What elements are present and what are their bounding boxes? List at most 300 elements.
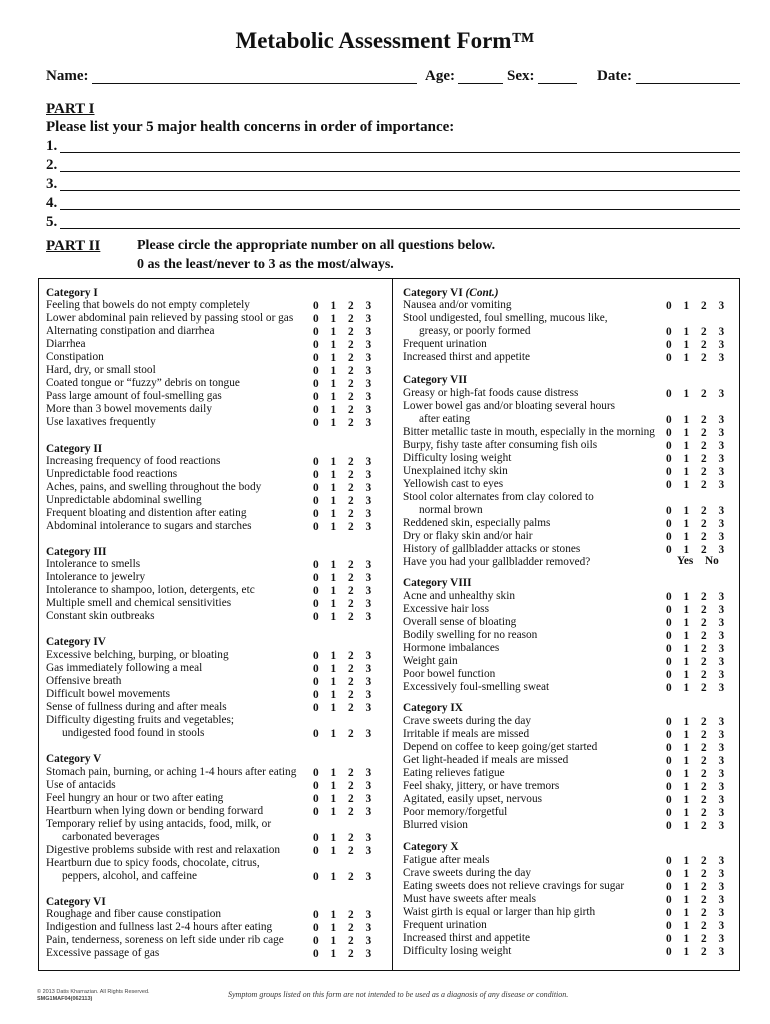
score-option-3[interactable]: 3: [365, 598, 372, 610]
score-selector[interactable]: [666, 300, 736, 313]
score-option-2[interactable]: 2: [348, 404, 354, 416]
score-option-2[interactable]: 2: [348, 728, 354, 740]
score-option-3[interactable]: 3: [718, 453, 725, 465]
score-option-3[interactable]: 3: [718, 466, 725, 478]
score-option-3[interactable]: 3: [718, 729, 725, 741]
score-option-3[interactable]: 3: [365, 378, 372, 390]
score-option-0[interactable]: 0: [313, 469, 319, 481]
score-option-0[interactable]: 0: [666, 479, 672, 491]
score-option-3[interactable]: 3: [365, 585, 372, 597]
score-selector[interactable]: [666, 768, 736, 781]
score-option-1[interactable]: 1: [683, 388, 690, 400]
score-selector[interactable]: [666, 855, 736, 868]
score-option-0[interactable]: 0: [666, 630, 672, 642]
score-option-1[interactable]: 1: [330, 780, 337, 792]
score-option-1[interactable]: 1: [683, 352, 690, 364]
score-option-3[interactable]: 3: [718, 946, 725, 958]
score-option-1[interactable]: 1: [683, 518, 690, 530]
score-selector[interactable]: [666, 807, 736, 820]
score-selector[interactable]: [666, 427, 736, 440]
date-field[interactable]: [636, 83, 740, 84]
score-option-3[interactable]: 3: [365, 482, 372, 494]
score-selector[interactable]: [313, 806, 383, 819]
score-option-2[interactable]: 2: [348, 767, 354, 779]
score-option-3[interactable]: 3: [365, 469, 372, 481]
score-selector[interactable]: [666, 414, 736, 427]
score-option-0[interactable]: 0: [313, 404, 319, 416]
score-option-3[interactable]: 3: [718, 544, 725, 556]
score-option-1[interactable]: 1: [683, 920, 690, 932]
score-selector[interactable]: [666, 881, 736, 894]
score-option-0[interactable]: 0: [666, 440, 672, 452]
score-option-0[interactable]: 0: [666, 604, 672, 616]
score-option-1[interactable]: 1: [330, 728, 337, 740]
score-selector[interactable]: [666, 326, 736, 339]
score-option-2[interactable]: 2: [701, 656, 707, 668]
score-option-1[interactable]: 1: [330, 871, 337, 883]
score-option-1[interactable]: 1: [683, 794, 690, 806]
score-option-2[interactable]: 2: [701, 591, 707, 603]
score-option-0[interactable]: 0: [313, 728, 319, 740]
score-selector[interactable]: [666, 505, 736, 518]
score-option-0[interactable]: 0: [666, 920, 672, 932]
score-option-0[interactable]: 0: [666, 894, 672, 906]
score-option-0[interactable]: 0: [666, 768, 672, 780]
score-option-3[interactable]: 3: [365, 508, 372, 520]
score-option-3[interactable]: 3: [365, 365, 372, 377]
score-option-1[interactable]: 1: [330, 806, 337, 818]
score-option-1[interactable]: 1: [330, 922, 337, 934]
score-selector[interactable]: [313, 495, 383, 508]
score-option-3[interactable]: 3: [365, 663, 372, 675]
score-option-2[interactable]: 2: [701, 326, 707, 338]
score-option-2[interactable]: 2: [348, 689, 354, 701]
score-option-0[interactable]: 0: [313, 326, 319, 338]
score-selector[interactable]: [666, 933, 736, 946]
score-option-0[interactable]: 0: [666, 466, 672, 478]
score-option-0[interactable]: 0: [666, 881, 672, 893]
score-option-3[interactable]: 3: [718, 716, 725, 728]
score-selector[interactable]: [666, 591, 736, 604]
score-option-2[interactable]: 2: [348, 663, 354, 675]
score-option-0[interactable]: 0: [313, 689, 319, 701]
score-selector[interactable]: [313, 300, 383, 313]
score-option-1[interactable]: 1: [330, 352, 337, 364]
score-option-1[interactable]: 1: [330, 676, 337, 688]
score-option-1[interactable]: 1: [683, 326, 690, 338]
score-option-3[interactable]: 3: [718, 604, 725, 616]
score-option-2[interactable]: 2: [348, 572, 354, 584]
score-option-1[interactable]: 1: [683, 604, 690, 616]
score-option-2[interactable]: 2: [701, 300, 707, 312]
score-option-1[interactable]: 1: [330, 909, 337, 921]
score-option-3[interactable]: 3: [365, 767, 372, 779]
score-selector[interactable]: [666, 604, 736, 617]
score-option-3[interactable]: 3: [718, 531, 725, 543]
age-field[interactable]: [458, 83, 503, 84]
score-option-0[interactable]: 0: [313, 300, 319, 312]
score-selector[interactable]: [313, 728, 383, 741]
score-option-1[interactable]: 1: [330, 585, 337, 597]
score-option-0[interactable]: 0: [666, 755, 672, 767]
score-option-1[interactable]: 1: [683, 643, 690, 655]
score-selector[interactable]: [666, 440, 736, 453]
score-option-1[interactable]: 1: [683, 617, 690, 629]
score-option-1[interactable]: 1: [330, 508, 337, 520]
score-option-2[interactable]: 2: [701, 440, 707, 452]
score-option-3[interactable]: 3: [718, 326, 725, 338]
concern-line-3[interactable]: [60, 190, 740, 191]
score-option-3[interactable]: 3: [365, 806, 372, 818]
score-option-0[interactable]: 0: [313, 313, 319, 325]
score-option-0[interactable]: 0: [666, 907, 672, 919]
score-option-0[interactable]: 0: [666, 414, 672, 426]
score-selector[interactable]: [313, 365, 383, 378]
score-selector[interactable]: [666, 894, 736, 907]
score-selector[interactable]: [313, 909, 383, 922]
score-option-2[interactable]: 2: [348, 508, 354, 520]
no-option[interactable]: No: [705, 555, 719, 567]
score-selector[interactable]: [313, 313, 383, 326]
score-selector[interactable]: [313, 832, 383, 845]
score-option-3[interactable]: 3: [718, 920, 725, 932]
score-selector[interactable]: [666, 466, 736, 479]
score-option-0[interactable]: 0: [313, 650, 319, 662]
score-option-3[interactable]: 3: [718, 505, 725, 517]
score-selector[interactable]: [313, 922, 383, 935]
score-option-0[interactable]: 0: [666, 781, 672, 793]
score-option-2[interactable]: 2: [701, 339, 707, 351]
score-option-2[interactable]: 2: [348, 456, 354, 468]
score-option-0[interactable]: 0: [666, 682, 672, 694]
sex-field[interactable]: [538, 83, 577, 84]
score-option-1[interactable]: 1: [330, 495, 337, 507]
score-option-2[interactable]: 2: [348, 780, 354, 792]
score-option-0[interactable]: 0: [666, 855, 672, 867]
score-option-0[interactable]: 0: [313, 482, 319, 494]
score-option-2[interactable]: 2: [348, 495, 354, 507]
score-option-3[interactable]: 3: [718, 755, 725, 767]
score-option-3[interactable]: 3: [365, 521, 372, 533]
score-option-3[interactable]: 3: [365, 572, 372, 584]
name-field[interactable]: [92, 83, 417, 84]
score-option-3[interactable]: 3: [718, 881, 725, 893]
score-option-2[interactable]: 2: [701, 388, 707, 400]
score-option-3[interactable]: 3: [365, 456, 372, 468]
score-option-0[interactable]: 0: [313, 871, 319, 883]
score-option-3[interactable]: 3: [718, 352, 725, 364]
score-option-0[interactable]: 0: [313, 922, 319, 934]
score-option-1[interactable]: 1: [683, 933, 690, 945]
score-option-1[interactable]: 1: [330, 702, 337, 714]
score-option-3[interactable]: 3: [365, 922, 372, 934]
score-option-0[interactable]: 0: [313, 663, 319, 675]
score-option-1[interactable]: 1: [683, 669, 690, 681]
score-option-3[interactable]: 3: [365, 404, 372, 416]
score-selector[interactable]: [666, 742, 736, 755]
score-option-0[interactable]: 0: [313, 391, 319, 403]
score-selector[interactable]: [666, 453, 736, 466]
score-selector[interactable]: [313, 326, 383, 339]
score-option-0[interactable]: 0: [666, 339, 672, 351]
score-option-3[interactable]: 3: [718, 820, 725, 832]
score-selector[interactable]: [313, 845, 383, 858]
score-option-2[interactable]: 2: [348, 482, 354, 494]
score-option-2[interactable]: 2: [701, 479, 707, 491]
score-option-0[interactable]: 0: [666, 656, 672, 668]
score-option-1[interactable]: 1: [330, 845, 337, 857]
score-selector[interactable]: [666, 781, 736, 794]
score-selector[interactable]: [666, 669, 736, 682]
score-selector[interactable]: [313, 702, 383, 715]
score-selector[interactable]: [313, 780, 383, 793]
score-option-1[interactable]: 1: [683, 505, 690, 517]
score-option-0[interactable]: 0: [666, 643, 672, 655]
score-selector[interactable]: [313, 793, 383, 806]
score-option-3[interactable]: 3: [365, 702, 372, 714]
score-selector[interactable]: [666, 716, 736, 729]
score-option-1[interactable]: 1: [683, 946, 690, 958]
score-selector[interactable]: [666, 617, 736, 630]
score-option-0[interactable]: 0: [666, 326, 672, 338]
score-option-0[interactable]: 0: [666, 742, 672, 754]
score-option-2[interactable]: 2: [701, 669, 707, 681]
score-option-3[interactable]: 3: [365, 391, 372, 403]
score-option-2[interactable]: 2: [348, 417, 354, 429]
score-option-3[interactable]: 3: [365, 326, 372, 338]
score-option-0[interactable]: 0: [666, 794, 672, 806]
score-option-3[interactable]: 3: [365, 871, 372, 883]
score-option-3[interactable]: 3: [365, 313, 372, 325]
score-option-1[interactable]: 1: [683, 742, 690, 754]
score-option-3[interactable]: 3: [365, 689, 372, 701]
score-option-3[interactable]: 3: [365, 611, 372, 623]
score-option-1[interactable]: 1: [683, 881, 690, 893]
score-option-2[interactable]: 2: [348, 391, 354, 403]
score-option-1[interactable]: 1: [330, 663, 337, 675]
score-option-3[interactable]: 3: [365, 948, 372, 960]
score-selector[interactable]: [313, 559, 383, 572]
score-option-0[interactable]: 0: [313, 378, 319, 390]
score-option-2[interactable]: 2: [701, 427, 707, 439]
score-option-2[interactable]: 2: [701, 466, 707, 478]
score-option-2[interactable]: 2: [348, 935, 354, 947]
score-option-2[interactable]: 2: [701, 907, 707, 919]
score-option-2[interactable]: 2: [701, 933, 707, 945]
score-option-1[interactable]: 1: [683, 531, 690, 543]
score-option-1[interactable]: 1: [683, 768, 690, 780]
score-selector[interactable]: [313, 378, 383, 391]
score-selector[interactable]: [666, 868, 736, 881]
score-option-2[interactable]: 2: [701, 643, 707, 655]
score-option-0[interactable]: 0: [313, 352, 319, 364]
score-option-2[interactable]: 2: [348, 702, 354, 714]
score-option-2[interactable]: 2: [701, 807, 707, 819]
score-option-2[interactable]: 2: [701, 794, 707, 806]
score-option-1[interactable]: 1: [330, 689, 337, 701]
score-option-0[interactable]: 0: [313, 793, 319, 805]
score-option-2[interactable]: 2: [348, 585, 354, 597]
score-option-2[interactable]: 2: [348, 676, 354, 688]
score-option-0[interactable]: 0: [313, 909, 319, 921]
score-option-0[interactable]: 0: [313, 845, 319, 857]
score-option-2[interactable]: 2: [701, 768, 707, 780]
score-option-1[interactable]: 1: [330, 650, 337, 662]
score-selector[interactable]: [313, 352, 383, 365]
score-selector[interactable]: [313, 469, 383, 482]
score-selector[interactable]: [313, 572, 383, 585]
score-option-2[interactable]: 2: [701, 755, 707, 767]
score-option-1[interactable]: 1: [330, 793, 337, 805]
score-option-0[interactable]: 0: [666, 933, 672, 945]
score-option-1[interactable]: 1: [683, 453, 690, 465]
score-option-3[interactable]: 3: [718, 300, 725, 312]
score-option-1[interactable]: 1: [683, 682, 690, 694]
score-option-2[interactable]: 2: [348, 832, 354, 844]
score-option-3[interactable]: 3: [718, 768, 725, 780]
score-option-0[interactable]: 0: [666, 544, 672, 556]
score-option-2[interactable]: 2: [348, 559, 354, 571]
score-option-3[interactable]: 3: [365, 417, 372, 429]
score-option-0[interactable]: 0: [666, 868, 672, 880]
score-option-2[interactable]: 2: [701, 453, 707, 465]
score-selector[interactable]: [666, 656, 736, 669]
score-option-0[interactable]: 0: [666, 453, 672, 465]
score-option-2[interactable]: 2: [348, 598, 354, 610]
score-option-3[interactable]: 3: [365, 676, 372, 688]
score-option-1[interactable]: 1: [330, 326, 337, 338]
score-option-2[interactable]: 2: [348, 365, 354, 377]
score-option-0[interactable]: 0: [666, 352, 672, 364]
score-option-0[interactable]: 0: [666, 300, 672, 312]
score-option-2[interactable]: 2: [348, 922, 354, 934]
score-option-0[interactable]: 0: [666, 946, 672, 958]
score-option-2[interactable]: 2: [348, 948, 354, 960]
score-selector[interactable]: [313, 650, 383, 663]
score-option-3[interactable]: 3: [365, 559, 372, 571]
score-option-1[interactable]: 1: [683, 300, 690, 312]
score-option-3[interactable]: 3: [718, 414, 725, 426]
score-option-3[interactable]: 3: [718, 933, 725, 945]
score-selector[interactable]: [666, 729, 736, 742]
score-option-1[interactable]: 1: [330, 948, 337, 960]
score-option-2[interactable]: 2: [348, 793, 354, 805]
score-selector[interactable]: [313, 404, 383, 417]
score-option-3[interactable]: 3: [365, 845, 372, 857]
score-option-1[interactable]: 1: [683, 591, 690, 603]
score-selector[interactable]: [666, 479, 736, 492]
score-option-0[interactable]: 0: [313, 702, 319, 714]
score-option-0[interactable]: 0: [666, 427, 672, 439]
score-option-2[interactable]: 2: [348, 521, 354, 533]
score-option-0[interactable]: 0: [666, 518, 672, 530]
score-selector[interactable]: [666, 794, 736, 807]
score-option-0[interactable]: 0: [313, 495, 319, 507]
score-selector[interactable]: [313, 456, 383, 469]
score-option-1[interactable]: 1: [330, 339, 337, 351]
score-option-0[interactable]: 0: [313, 508, 319, 520]
score-option-3[interactable]: 3: [718, 617, 725, 629]
concern-line-5[interactable]: [60, 228, 740, 229]
score-option-0[interactable]: 0: [666, 807, 672, 819]
score-option-1[interactable]: 1: [683, 630, 690, 642]
score-option-3[interactable]: 3: [718, 742, 725, 754]
score-option-0[interactable]: 0: [313, 339, 319, 351]
score-option-2[interactable]: 2: [348, 378, 354, 390]
score-option-1[interactable]: 1: [683, 781, 690, 793]
score-option-1[interactable]: 1: [683, 820, 690, 832]
score-option-3[interactable]: 3: [718, 518, 725, 530]
score-option-0[interactable]: 0: [313, 767, 319, 779]
score-selector[interactable]: [666, 755, 736, 768]
score-option-3[interactable]: 3: [718, 479, 725, 491]
score-selector[interactable]: [666, 907, 736, 920]
score-option-2[interactable]: 2: [348, 806, 354, 818]
score-option-3[interactable]: 3: [718, 907, 725, 919]
score-option-0[interactable]: 0: [313, 611, 319, 623]
score-option-2[interactable]: 2: [348, 469, 354, 481]
score-option-1[interactable]: 1: [683, 716, 690, 728]
score-option-3[interactable]: 3: [365, 793, 372, 805]
score-option-0[interactable]: 0: [313, 559, 319, 571]
score-option-1[interactable]: 1: [683, 868, 690, 880]
score-option-0[interactable]: 0: [313, 832, 319, 844]
score-option-3[interactable]: 3: [718, 894, 725, 906]
score-option-2[interactable]: 2: [701, 946, 707, 958]
concern-line-2[interactable]: [60, 171, 740, 172]
score-option-1[interactable]: 1: [330, 469, 337, 481]
score-option-1[interactable]: 1: [683, 544, 690, 556]
score-option-3[interactable]: 3: [365, 352, 372, 364]
score-option-0[interactable]: 0: [666, 531, 672, 543]
score-option-0[interactable]: 0: [666, 591, 672, 603]
score-option-2[interactable]: 2: [701, 630, 707, 642]
score-option-1[interactable]: 1: [330, 300, 337, 312]
score-option-1[interactable]: 1: [330, 404, 337, 416]
score-option-2[interactable]: 2: [348, 339, 354, 351]
score-option-0[interactable]: 0: [666, 669, 672, 681]
score-option-3[interactable]: 3: [365, 935, 372, 947]
score-option-2[interactable]: 2: [348, 611, 354, 623]
score-selector[interactable]: [666, 518, 736, 531]
score-selector[interactable]: [313, 663, 383, 676]
score-option-3[interactable]: 3: [718, 669, 725, 681]
score-option-1[interactable]: 1: [683, 755, 690, 767]
score-option-3[interactable]: 3: [718, 388, 725, 400]
score-selector[interactable]: [666, 946, 736, 959]
score-option-3[interactable]: 3: [718, 781, 725, 793]
score-option-2[interactable]: 2: [701, 868, 707, 880]
score-option-0[interactable]: 0: [313, 585, 319, 597]
score-option-0[interactable]: 0: [666, 820, 672, 832]
score-selector[interactable]: [313, 585, 383, 598]
score-option-2[interactable]: 2: [701, 729, 707, 741]
score-option-3[interactable]: 3: [718, 339, 725, 351]
score-option-1[interactable]: 1: [330, 611, 337, 623]
score-selector[interactable]: [313, 391, 383, 404]
score-selector[interactable]: [666, 920, 736, 933]
score-option-1[interactable]: 1: [330, 378, 337, 390]
score-option-2[interactable]: 2: [701, 531, 707, 543]
score-option-0[interactable]: 0: [313, 948, 319, 960]
score-option-2[interactable]: 2: [701, 881, 707, 893]
score-option-3[interactable]: 3: [365, 339, 372, 351]
score-option-0[interactable]: 0: [666, 716, 672, 728]
score-option-3[interactable]: 3: [718, 807, 725, 819]
score-option-0[interactable]: 0: [666, 617, 672, 629]
score-option-1[interactable]: 1: [330, 456, 337, 468]
score-option-0[interactable]: 0: [313, 365, 319, 377]
